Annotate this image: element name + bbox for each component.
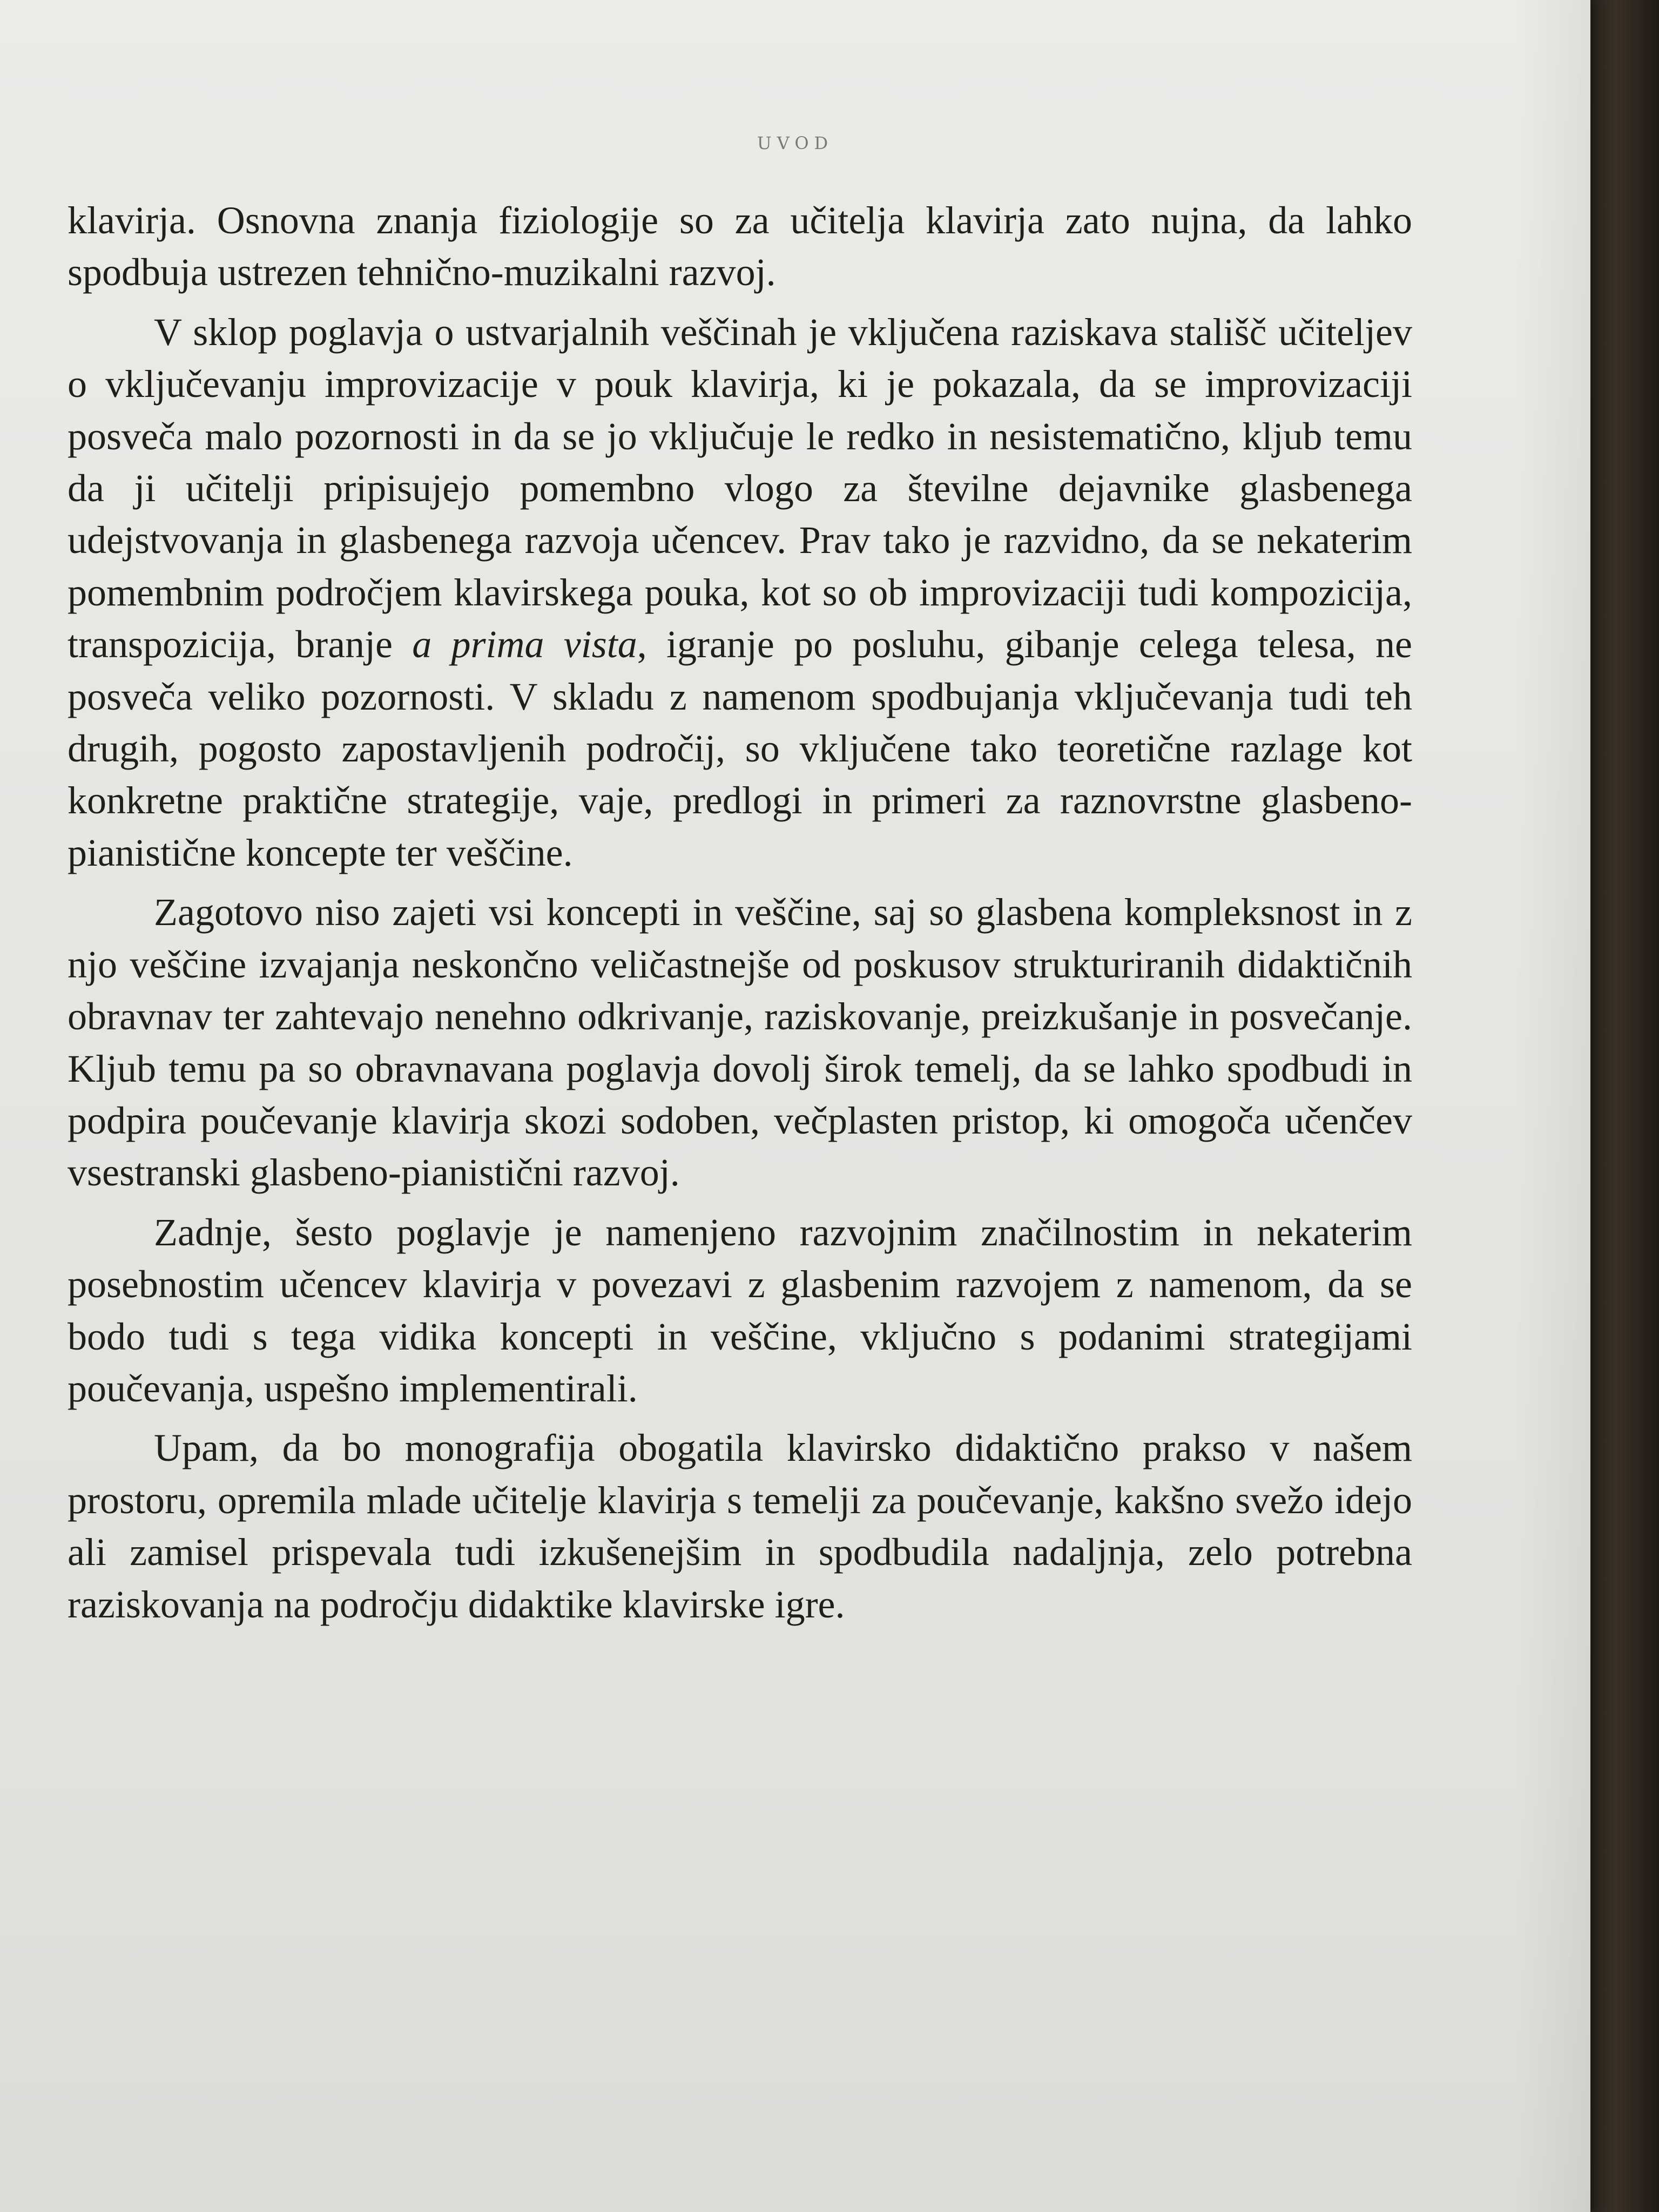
paragraph <box>68 306 1412 879</box>
text-segment: Zadnje, šesto poglavje je namenjeno razvojnim značilnostim in nekaterim posebnostim učencev klavirja v povezavi z glasbenim razvojem z namenom, da se bodo tudi s tega vidika koncepti in veščine, vključno s podanimi strategijami poučevanja, uspešno implementirali. <box>68 1210 1412 1410</box>
text-segment: Upam, da bo monografija obogatila klavirsko didaktično prakso v našem prostoru, opremila mlade učitelje klavirja s temelji za poučevanje, kakšno svežo idejo ali zamisel prispevala tudi izkušenejšim in spodbudila nadaljnja, zelo potrebna raziskovanja na področju didaktike klavirske igre. <box>68 1426 1412 1626</box>
text-segment: Zagotovo niso zajeti vsi koncepti in veščine, saj so glasbena kompleksnost in z njo veščine izvajanja neskončno veličastnejše od poskusov strukturiranih didaktičnih obravnav ter zahtevajo nenehno odkrivanje, raziskovanje, preizkušanje in posvečanje. Kljub temu pa so obravnavana poglavja dovolj širok temelj, da se lahko spodbudi in podpira poučevanje klavirja skozi sodoben, večplasten pristop, ki omogoča učenčev vsestranski glasbeno-pianistični razvoj. <box>68 891 1412 1195</box>
italic-term: a prima vista <box>412 623 637 666</box>
paragraph <box>68 194 1412 299</box>
body-text <box>68 194 1412 1638</box>
text-segment: V sklop poglavja o ustvarjalnih veščinah je vključena raziskava stališč učiteljev o vključevanju improvizacije v pouk klavirja, ki je pokazala, da se improvizaciji posveča malo pozornosti in da se jo vključuje le redko in nesistematično, kljub temu da ji učitelji pripisujejo pomembno vlogo za številne dejavnike glasbenega udejstvovanja in glasbenega razvoja učencev. Prav tako je razvidno, da se nekaterim pomembnim področjem klavirskega pouka, kot so ob improvizaciji tudi kompozicija, transpozicija, branje <box>68 310 1412 666</box>
paragraph <box>68 1422 1412 1630</box>
running-head: UVOD <box>757 133 834 153</box>
paragraph <box>68 1206 1412 1415</box>
text-segment: klavirja. Osnovna znanja fiziologije so za učitelja klavirja zato nujna, da lahko spodbuja ustrezen tehnično-muzikalni razvoj. <box>68 199 1412 294</box>
text-segment: , igranje po posluhu, gibanje celega telesa, ne posveča veliko pozornosti. V skladu z namenom spodbujanja vključevanja tudi teh drugih, pogosto zapostavljenih področij, so vključene tako teoretične razlage kot konkretne praktične strategije, vaje, predlogi in primeri za raznovrstne glasbeno-pianistične koncepte ter veščine. <box>68 623 1412 874</box>
paragraph <box>68 886 1412 1198</box>
